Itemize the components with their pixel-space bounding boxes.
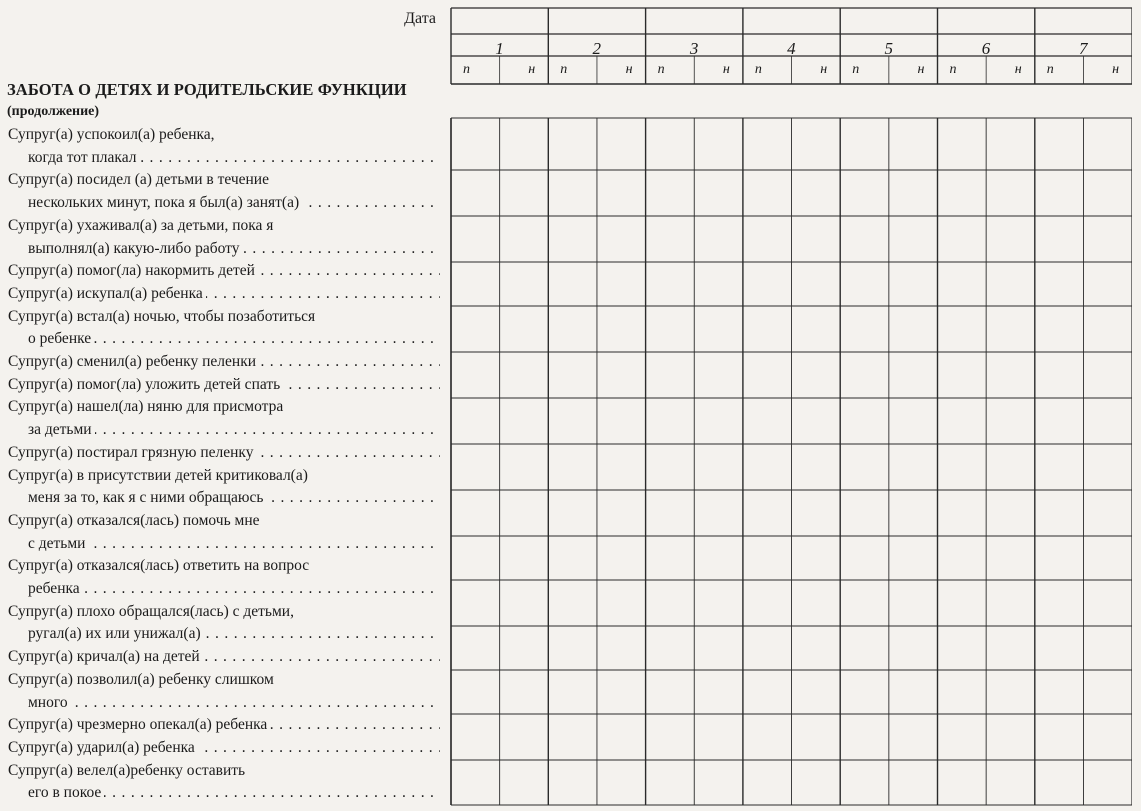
item-text: нескольких минут, пока я был(а) занят(а)	[28, 192, 302, 214]
item-line	[8, 646, 440, 668]
subcolumn-n: н	[528, 62, 536, 77]
item-text: его в покое	[28, 782, 104, 804]
item-line	[28, 192, 440, 214]
item-text: когда тот плакал	[28, 147, 139, 169]
item-text: Супруг(а) встал(а) ночью, чтобы позаботиться	[8, 306, 318, 328]
item-line	[8, 601, 440, 623]
section-subtitle: (продолжение)	[7, 104, 100, 119]
item-text: Супруг(а) велел(а)ребенку оставить	[8, 760, 248, 782]
item-text: Супруг(а) нашел(ла) няню для присмотра	[8, 396, 286, 418]
item-line	[8, 215, 440, 237]
item-line	[28, 147, 440, 169]
day-number: 4	[787, 39, 796, 58]
item-line	[8, 669, 440, 691]
item-text: меня за то, как я с ними обращаюсь	[28, 487, 266, 509]
item-text: Супруг(а) ухаживал(а) за детьми, пока я	[8, 215, 276, 237]
item-text: о ребенке	[28, 328, 94, 350]
subcolumn-p: п	[852, 62, 860, 77]
subcolumn-p: п	[1046, 62, 1054, 77]
item-line	[8, 510, 440, 532]
item-line	[8, 396, 440, 418]
subcolumn-p: п	[657, 62, 665, 77]
item-text: ребенка	[28, 578, 83, 600]
subcolumn-p: п	[754, 62, 762, 77]
item-line	[8, 714, 440, 736]
item-text: много	[28, 692, 71, 714]
subcolumn-p: п	[949, 62, 957, 77]
item-line	[8, 760, 440, 782]
item-text: ругал(а) их или унижал(а)	[28, 623, 204, 645]
item-text: Супруг(а) сменил(а) ребенку пеленки	[8, 351, 259, 373]
item-text: Супруг(а) помог(ла) уложить детей спать	[8, 374, 283, 396]
item-text: с детьми	[28, 533, 88, 555]
tally-grid	[450, 6, 1132, 807]
item-line	[8, 374, 440, 396]
item-line	[8, 465, 440, 487]
item-text: Супруг(а) плохо обращался(лась) с детьми,	[8, 601, 297, 623]
subcolumn-n: н	[1112, 62, 1120, 77]
day-number: 2	[592, 39, 602, 58]
subcolumn-n: н	[917, 62, 925, 77]
subcolumn-n: н	[820, 62, 828, 77]
item-text: Супруг(а) ударил(а) ребенка	[8, 737, 198, 759]
item-text: Супруг(а) успокоил(а) ребенка,	[8, 124, 218, 146]
item-line	[28, 238, 440, 260]
subcolumn-p: п	[463, 62, 470, 77]
item-line	[8, 442, 440, 464]
item-text: Супруг(а) в присутствии детей критиковал(а)	[8, 465, 311, 487]
subcolumn-n: н	[1014, 62, 1022, 77]
item-text: Супруг(а) постирал грязную пеленку	[8, 442, 257, 464]
item-line	[8, 306, 440, 328]
grid-lines	[450, 6, 1132, 807]
item-text: Супруг(а) искупал(а) ребенка	[8, 283, 206, 305]
item-text: Супруг(а) кричал(а) на детей	[8, 646, 203, 668]
item-line	[8, 169, 440, 191]
day-number: 7	[1079, 39, 1088, 58]
item-line	[28, 328, 440, 350]
item-line	[8, 351, 440, 373]
day-number: 5	[884, 39, 893, 58]
item-text: Супруг(а) позволил(а) ребенку слишком	[8, 669, 277, 691]
item-text: выполнял(а) какую-либо работу	[28, 238, 242, 260]
item-text: Супруг(а) чрезмерно опекал(а) ребенка	[8, 714, 270, 736]
date-label: Дата	[404, 10, 436, 27]
item-line	[8, 283, 440, 305]
item-line	[8, 260, 440, 282]
item-line	[28, 782, 440, 804]
item-text: Супруг(а) помог(ла) накормить детей	[8, 260, 258, 282]
item-line	[8, 124, 440, 146]
item-text: за детьми	[28, 419, 95, 441]
items-column	[6, 0, 440, 811]
item-text: Супруг(а) отказался(лась) помочь мне	[8, 510, 263, 532]
day-number: 3	[689, 39, 699, 58]
day-number: 1	[495, 39, 504, 58]
item-line	[28, 623, 440, 645]
subcolumn-n: н	[625, 62, 633, 77]
day-number: 6	[981, 39, 991, 58]
subcolumn-p: п	[560, 62, 568, 77]
section-title: ЗАБОТА О ДЕТЯХ И РОДИТЕЛЬСКИЕ ФУНКЦИИ	[7, 80, 407, 99]
item-line	[8, 737, 440, 759]
item-text: Супруг(а) отказался(лась) ответить на вопрос	[8, 555, 312, 577]
item-line	[28, 487, 440, 509]
item-line	[28, 419, 440, 441]
item-line	[28, 578, 440, 600]
item-line	[28, 692, 440, 714]
item-line	[8, 555, 440, 577]
item-line	[28, 533, 440, 555]
subcolumn-n: н	[722, 62, 730, 77]
item-text: Супруг(а) посидел (а) детьми в течение	[8, 169, 272, 191]
